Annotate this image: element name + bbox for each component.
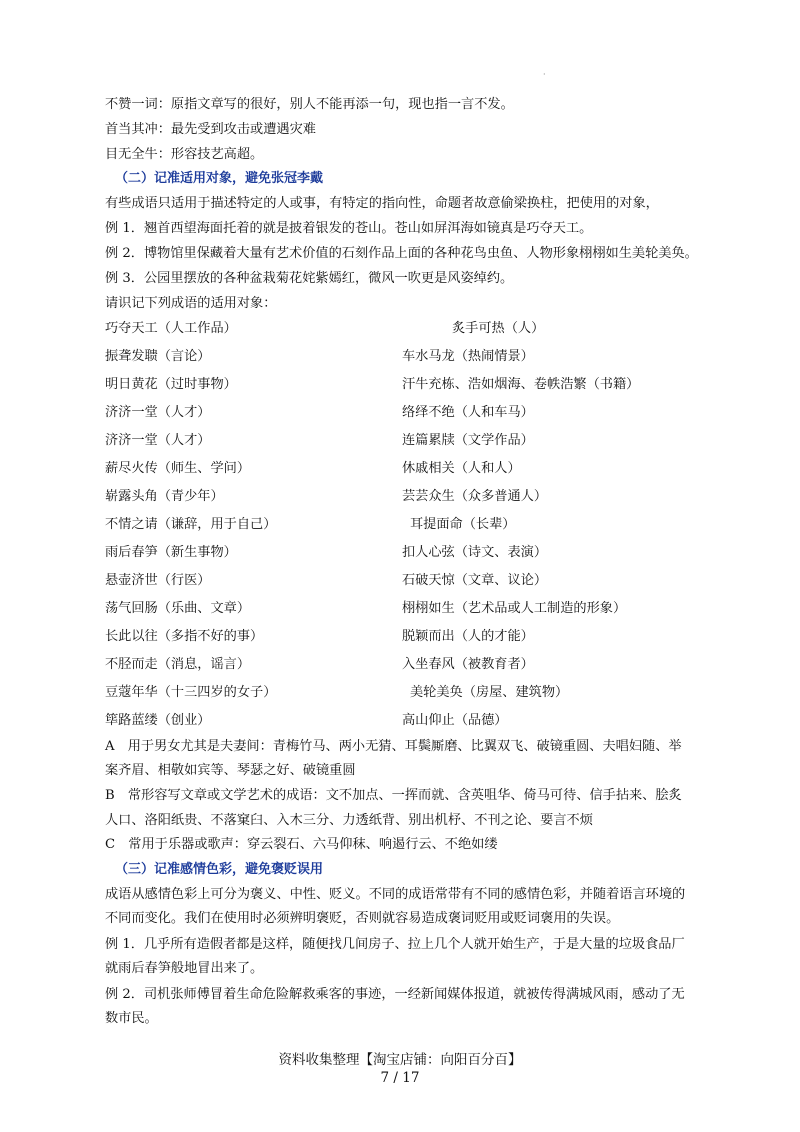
footer-source: 资料收集整理【淘宝店铺：向阳百分百】 (278, 1052, 522, 1068)
idiom-term: 栩栩如生 (402, 601, 455, 616)
idiom-term: 入坐春风 (402, 657, 455, 672)
idiom-target: （热闹情景） (454, 349, 534, 364)
idiom-term: 明日黄花 (105, 377, 158, 392)
idiom-pair (105, 600, 250, 618)
example-line: 例 1．翘首西望海面托着的就是披着银发的苍山。苍山如屏洱海如镜真是巧夺天工。 (105, 221, 593, 236)
idiom-term: 休戚相关 (402, 461, 455, 476)
idiom-pair (105, 460, 250, 478)
list-a-line: A 用于男女尤其是夫妻间：青梅竹马、两小无猜、耳鬓厮磨、比翼双飞、破镜重圆、夫唱妇随、举 (105, 739, 682, 754)
idiom-pair (402, 460, 521, 478)
idiom-target: （人才） (157, 433, 211, 448)
example-line: 例 1．几乎所有造假者都是这样，随便找几间房子、拉上几个人就开始生产，于是大量的垃圾食品厂 (105, 937, 685, 952)
list-c-line: C 常用于乐器或歌声：穿云裂石、六马仰秣、响遏行云、不绝如缕 (105, 837, 498, 852)
idiom-pair (105, 656, 250, 674)
idiom-term: 不情之请 (105, 517, 158, 532)
idiom-pair (402, 404, 534, 422)
page-number: 7 / 17 (380, 1070, 420, 1086)
list-b-line: 人口、洛阳纸贵、不落窠臼、入木三分、力透纸背、别出机杼、不刊之论、要言不烦 (105, 813, 593, 828)
idiom-pair (410, 684, 568, 702)
idiom-target: （过时事物） (157, 377, 237, 392)
idiom-target: （人和车马） (454, 405, 534, 420)
idiom-target: （创业） (157, 713, 211, 728)
idiom-pair (105, 348, 211, 366)
idiom-target: （师生、学问） (157, 461, 251, 476)
idiom-term: 长此以往 (105, 629, 158, 644)
idiom-pair (105, 404, 211, 422)
idiom-target: （品德） (454, 713, 508, 728)
idiom-term: 筚路蓝缕 (105, 713, 158, 728)
idiom-target: （乐曲、文章） (157, 601, 251, 616)
idiom-term: 不胫而走 (105, 657, 158, 672)
idiom-pair (402, 376, 639, 394)
idiom-target: （房屋、建筑物） (462, 685, 569, 700)
idiom-pair (105, 320, 237, 338)
paragraph: 有些成语只适用于描述特定的人或事，有特定的指向性，命题者故意偷梁换柱，把使用的对象， (105, 196, 659, 211)
idiom-term: 美轮美奂 (410, 685, 463, 700)
instruction-line: 请识记下列成语的适用对象： (105, 296, 277, 311)
idiom-pair (105, 432, 211, 450)
definition-line: 不赞一词：原指文章写的很好，别人不能再添一句，现也指一言不发。 (105, 97, 514, 112)
example-line: 例 3．公园里摆放的各种盆栽菊花姹紫嫣红，微风一吹更是风姿绰约。 (105, 271, 514, 286)
idiom-pair (402, 432, 534, 450)
idiom-target: （人才） (157, 405, 211, 420)
idiom-pair (452, 320, 544, 338)
idiom-pair (105, 376, 237, 394)
idiom-term: 高山仰止 (402, 713, 455, 728)
idiom-pair (402, 656, 534, 674)
idiom-term: 济济一堂 (105, 433, 158, 448)
idiom-pair (402, 544, 547, 562)
idiom-target: （诗文、表演） (454, 545, 548, 560)
idiom-term: 耳提面命 (410, 517, 463, 532)
idiom-term: 汗牛充栋、浩如烟海、卷帙浩繁 (402, 377, 587, 392)
idiom-pair (105, 712, 211, 730)
idiom-pair (105, 544, 237, 562)
idiom-pair (402, 348, 534, 366)
paragraph: 成语从感情色彩上可分为褒义、中性、贬义。不同的成语常带有不同的感情色彩，并随着语言环境的 (105, 887, 686, 902)
idiom-pair (402, 712, 508, 730)
idiom-term: 巧夺天工 (105, 321, 158, 336)
idiom-target: （人和人） (454, 461, 521, 476)
idiom-term: 豆蔻年华 (105, 685, 158, 700)
idiom-term: 雨后春笋 (105, 545, 158, 560)
idiom-term: 振聋发聩 (105, 349, 158, 364)
definition-line: 首当其冲：最先受到攻击或遭遇灾难 (105, 122, 316, 137)
example-line: 数市民。 (105, 1011, 158, 1026)
idiom-target: （人工作品） (157, 321, 237, 336)
idiom-term: 芸芸众生 (402, 489, 455, 504)
section-heading-2: （二）记准适用对象，避免张冠李戴 (115, 171, 324, 186)
idiom-target: （消息，谣言） (157, 657, 251, 672)
example-line: 例 2．司机张师傅冒着生命危险解救乘客的事迹，一经新闻媒体报道，就被传得满城风雨，感动了无 (105, 987, 685, 1002)
idiom-pair (105, 488, 224, 506)
idiom-pair (105, 628, 263, 646)
idiom-pair (105, 684, 276, 702)
idiom-term: 悬壶济世 (105, 573, 158, 588)
idiom-target: （多指不好的事） (157, 629, 264, 644)
idiom-target: （新生事物） (157, 545, 237, 560)
idiom-pair (105, 572, 211, 590)
idiom-target: （文学作品） (454, 433, 534, 448)
definition-line: 目无全牛：形容技艺高超。 (105, 147, 264, 162)
idiom-term: 薪尽火传 (105, 461, 158, 476)
idiom-target: （行医） (157, 573, 211, 588)
example-line: 例 2．博物馆里保藏着大量有艺术价值的石刻作品上面的各种花鸟虫鱼、人物形象栩栩如生美轮美奂。 (105, 246, 698, 261)
idiom-target: （众多普通人） (454, 489, 548, 504)
paragraph: 不同而变化。我们在使用时必须辨明褒贬，否则就容易造成褒词贬用或贬词褒用的失误。 (105, 911, 620, 926)
list-b-line: B 常形容写文章或文学艺术的成语：文不加点、一挥而就、含英咀华、倚马可待、信手拈来、脍炙 (105, 788, 682, 803)
dot-mark: · (543, 70, 546, 79)
list-a-line: 案齐眉、相敬如宾等、琴瑟之好、破镜重圆 (105, 763, 356, 778)
idiom-target: （青少年） (157, 489, 224, 504)
idiom-pair (402, 600, 626, 618)
idiom-term: 崭露头角 (105, 489, 158, 504)
idiom-target: （艺术品或人工制造的形象） (454, 601, 627, 616)
idiom-target: （书籍） (586, 377, 640, 392)
idiom-target: （人） (504, 321, 545, 336)
section-heading-3: （三）记准感情色彩，避免褒贬误用 (115, 862, 324, 877)
idiom-target: （文章、议论） (454, 573, 548, 588)
idiom-target: （谦辞，用于自己） (157, 517, 277, 532)
idiom-term: 连篇累牍 (402, 433, 455, 448)
idiom-target: （言论） (157, 349, 211, 364)
idiom-term: 荡气回肠 (105, 601, 158, 616)
example-line: 就雨后春笋般地冒出来了。 (105, 961, 264, 976)
idiom-term: 脱颖而出 (402, 629, 455, 644)
idiom-term: 石破天惊 (402, 573, 455, 588)
idiom-target: （长辈） (462, 517, 516, 532)
idiom-pair (402, 488, 547, 506)
idiom-term: 济济一堂 (105, 405, 158, 420)
idiom-target: （被教育者） (454, 657, 534, 672)
idiom-pair (410, 516, 516, 534)
idiom-term: 车水马龙 (402, 349, 455, 364)
idiom-target: （人的才能） (454, 629, 534, 644)
idiom-pair (402, 628, 534, 646)
idiom-term: 炙手可热 (452, 321, 505, 336)
idiom-target: （十三四岁的女子） (157, 685, 277, 700)
idiom-term: 扣人心弦 (402, 545, 455, 560)
idiom-pair (105, 516, 276, 534)
idiom-pair (402, 572, 547, 590)
idiom-term: 络绎不绝 (402, 405, 455, 420)
